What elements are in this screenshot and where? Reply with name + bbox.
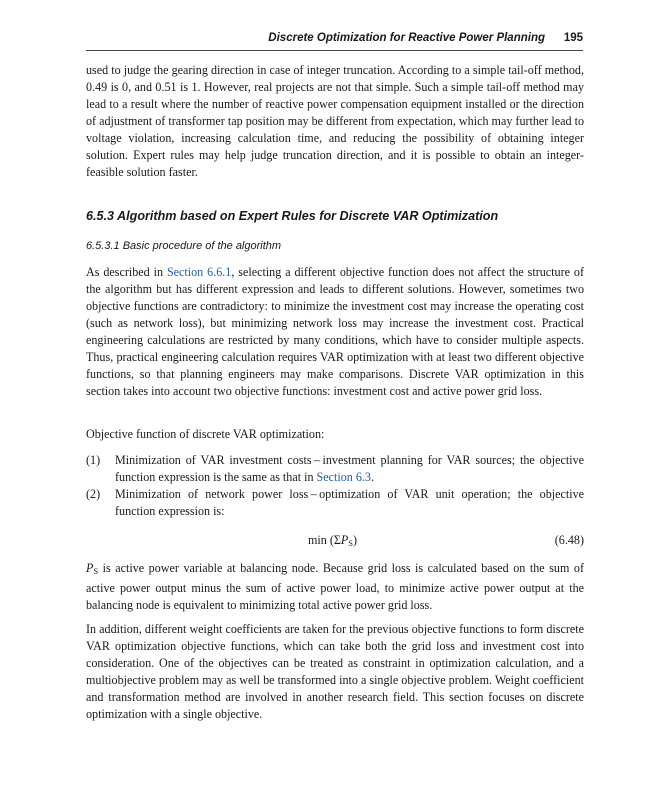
section-heading: 6.5.3 Algorithm based on Expert Rules for Discrete VAR Optimization bbox=[86, 209, 499, 223]
list-item bbox=[86, 486, 584, 520]
list-item-number: (2) bbox=[86, 487, 101, 501]
list-item bbox=[86, 452, 584, 486]
subsection-heading: 6.5.3.1 Basic procedure of the algorithm bbox=[86, 240, 282, 252]
paragraph-truncation: used to judge the gearing direction in case of integer truncation. According to a simple tail-off method, 0.49 is 0, and 0.51 is 1. However, real projects are not that simple. Such a simple tail-off method may lead to a result where the number of reactive power compensation equipment installed or the direction of adjustment of transformer tap position may be different from expectation, which may further lead to voltage violation, increasing calculation time, and reducing the possibility of obtaining integer solution. Expert rules may help judge truncation direction, and it is possible to obtain an integer-feasible solution faster. bbox=[86, 63, 584, 179]
equation-expression: $\min (\Sigma P_S)$ bbox=[308, 533, 358, 548]
section-6-3-link[interactable]: Section 6.3 bbox=[316, 470, 371, 484]
objective-list bbox=[86, 452, 584, 520]
ps-subscript: S bbox=[93, 566, 99, 576]
para4-text: is active power variable at balancing node. Because grid loss is calculated based on the sum of active power output minus the sum of active power load, to minimize active power output at the balancing node is equivalent to minimizing total active power grid loss. bbox=[86, 561, 584, 612]
running-header bbox=[86, 30, 583, 51]
paragraph-objective-functions bbox=[86, 264, 584, 400]
list-item-text: Minimization of network power loss – optimization of VAR unit operation; the objective function expression is: bbox=[115, 487, 584, 518]
para2-text-b: , selecting a different objective function does not affect the structure of the algorithm but has different expression and leads to different solutions. However, sometimes two objective functions are contradictory: to minimize the investment cost may increase the operating cost (such as network loss), but minimizing network loss may increase the investment cost. Practical engineering calculations are restricted by many conditions, which have to consider multiple aspects. Thus, practical engineering calculation requires VAR optimization with at least two different objective functions, so that planning engineers may make comparisons. Discrete VAR optimization in this section takes into account two objective functions: investment cost and active power grid loss. bbox=[86, 265, 584, 398]
running-title: Discrete Optimization for Reactive Power Planning bbox=[268, 32, 545, 44]
list-item-text-end: . bbox=[370, 470, 374, 484]
ps-variable: P bbox=[86, 561, 94, 575]
section-6-6-1-link[interactable]: Section 6.6.1 bbox=[166, 265, 232, 279]
list-item-text: Minimization of VAR investment costs – investment planning for VAR sources; the objective function expression is the same as that in bbox=[115, 453, 584, 484]
paragraph-balancing-node bbox=[86, 560, 584, 614]
paragraph-weight-coefficients: In addition, different weight coefficients are taken for the previous objective functions to form discrete VAR optimization objective functions, which can take both the grid loss and investment cost into consideration. One of the objectives can be treated as constraint in optimization calculation, and a multiobjective problem may as well be transformed into a single objective problem. Weight coefficient and transformation method are involved in another research field. This section focuses on discrete optimization with a single objective. bbox=[86, 622, 584, 721]
page-number: 195 bbox=[563, 32, 583, 44]
list-item-number: (1) bbox=[86, 453, 101, 467]
paragraph-objective-intro: Objective function of discrete VAR optimization: bbox=[86, 427, 325, 441]
equation-6-48 bbox=[86, 533, 584, 551]
para2-text-a: As described in bbox=[86, 265, 167, 279]
equation-number: (6.48) bbox=[554, 533, 584, 547]
